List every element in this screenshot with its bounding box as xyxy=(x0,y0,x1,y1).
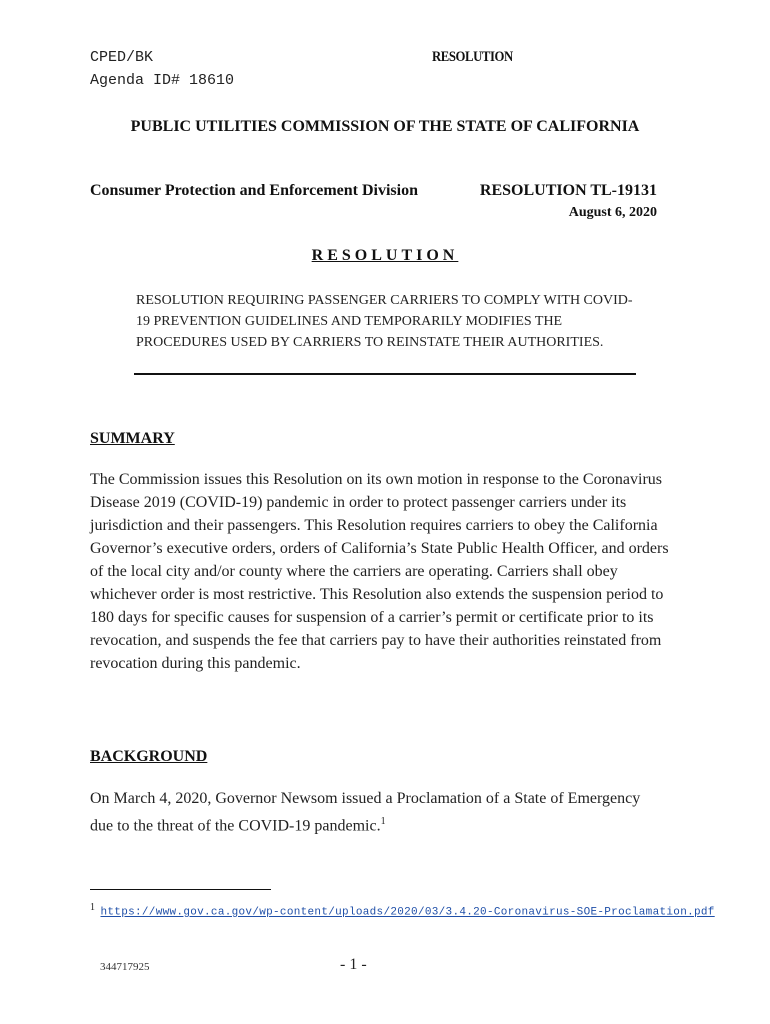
resolution-heading: RESOLUTION xyxy=(311,247,459,264)
footnote-ref[interactable]: 1 xyxy=(380,816,386,827)
background-heading: BACKGROUND xyxy=(90,748,208,765)
background-paragraph xyxy=(90,787,650,837)
summary-heading: SUMMARY xyxy=(90,430,175,447)
commission-title: PUBLIC UTILITIES COMMISSION OF THE STATE OF CALIFORNIA xyxy=(130,118,640,135)
resolution-subject: RESOLUTION REQUIRING PASSENGER CARRIERS TO COMPLY WITH COVID-19 PREVENTION GUIDELINES AND TEMPORARILY MODIFIES THE PROCEDURES USED BY CARRIERS TO REINSTATE THEIR AUTHORITIES. xyxy=(136,293,633,350)
header-doc-type: RESOLUTION xyxy=(432,49,513,65)
division-name: Consumer Protection and Enforcement Division xyxy=(90,182,418,199)
resolution-number: RESOLUTION TL-19131 xyxy=(479,182,657,199)
background-text: On March 4, 2020, Governor Newsom issued a Proclamation of a State of Emergency due to the threat of the COVID-19 pandemic. xyxy=(90,790,641,835)
subject-divider xyxy=(134,373,636,375)
footnote-divider xyxy=(90,889,271,890)
footnote xyxy=(90,902,715,919)
header-left xyxy=(90,46,234,92)
footnote-number: 1 xyxy=(90,902,95,913)
summary-text: The Commission issues this Resolution on its own motion in response to the Coronavirus Disease 2019 (COVID-19) pandemic in order to protect passenger carriers under its jurisdiction and their passengers. This Resolution requires carriers to obey the California Governor’s executive orders, orders of California’s State Public Health Officer, and orders of the local city and/or county where the carriers are operating. Carriers shall obey whichever order is most restrictive. This Resolution also extends the suspension period to 180 days for specific causes for suspension of a carrier’s permit or certificate prior to its revocation, and suspends the fee that carriers pay to have their authorities reinstated from revocation during this pandemic. xyxy=(90,471,669,672)
office-code: CPED/BK xyxy=(90,49,154,66)
footnote-link[interactable]: https://www.gov.ca.gov/wp-content/uploads/2020/03/3.4.20-Coronavirus-SOE-Proclamation.pdf xyxy=(100,906,715,919)
document-id: 344717925 xyxy=(100,961,150,973)
page-number: - 1 - xyxy=(340,956,367,973)
resolution-date: August 6, 2020 xyxy=(568,205,657,220)
agenda-id: Agenda ID# 18610 xyxy=(90,72,235,89)
